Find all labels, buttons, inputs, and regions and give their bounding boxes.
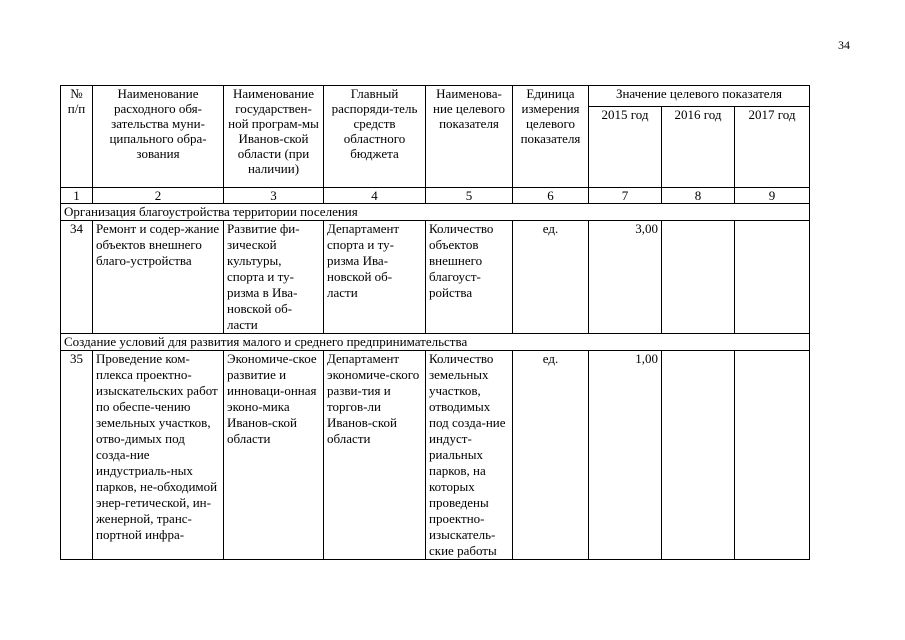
unit-cell: ед. (513, 351, 589, 560)
section-title: Создание условий для развития малого и среднего предпринимательства (61, 334, 810, 351)
obligation-cell: Ремонт и содер-жание объектов внешнего благо-устройства (93, 221, 224, 334)
column-number: 6 (513, 188, 589, 204)
column-number-row (61, 188, 810, 204)
section-row (61, 204, 810, 221)
header-manager: Главный распоряди-тель средств областного бюджета (324, 86, 426, 188)
column-number: 5 (426, 188, 513, 204)
manager-cell: Департамент спорта и ту-ризма Ива-новской об-ласти (324, 221, 426, 334)
value-2017-cell (735, 221, 810, 334)
indicator-cell: Количество земельных участков, отводимых под созда-ние индуст-риальных парков, на которых проведены проектно-изыскатель-ские работы (426, 351, 513, 560)
target-indicators-table (60, 85, 810, 560)
value-2017-cell (735, 351, 810, 560)
row-number: 35 (61, 351, 93, 560)
page-number: 34 (838, 38, 850, 52)
table-row (61, 221, 810, 334)
header-year-2017: 2017 год (735, 107, 810, 188)
header-year-2015: 2015 год (589, 107, 662, 188)
column-number: 3 (224, 188, 324, 204)
unit-cell: ед. (513, 221, 589, 334)
indicator-cell: Количество объектов внешнего благоуст-ройства (426, 221, 513, 334)
header-num: № п/п (61, 86, 93, 188)
value-2016-cell (662, 351, 735, 560)
manager-cell: Департамент экономиче-ского разви-тия и торгов-ли Иванов-ской области (324, 351, 426, 560)
header-value-group: Значение целевого показателя (589, 86, 810, 107)
column-number: 1 (61, 188, 93, 204)
header-year-2016: 2016 год (662, 107, 735, 188)
column-number: 8 (662, 188, 735, 204)
column-number: 7 (589, 188, 662, 204)
header-obligation: Наименование расходного обя-зательства муни-ципального обра-зования (93, 86, 224, 188)
section-row (61, 334, 810, 351)
table-row (61, 351, 810, 560)
header-program: Наименование государствен-ной програм-мы Иванов-ской области (при наличии) (224, 86, 324, 188)
row-number: 34 (61, 221, 93, 334)
header-indicator: Наименова-ние целевого показателя (426, 86, 513, 188)
header-row-top (61, 86, 810, 107)
header-unit: Единица измерения целевого показателя (513, 86, 589, 188)
obligation-cell: Проведение ком-плекса проектно-изыскательских работ по обеспе-чению земельных участков, отво-димых под созда-ние индустриаль-ных парков, не-обходимой энер-гетической, ин-женерной, транс-портной инфра- (93, 351, 224, 560)
column-number: 9 (735, 188, 810, 204)
value-2015-cell: 1,00 (589, 351, 662, 560)
program-cell: Экономиче-ское развитие и инноваци-онная эконо-мика Иванов-ской области (224, 351, 324, 560)
column-number: 2 (93, 188, 224, 204)
value-2016-cell (662, 221, 735, 334)
value-2015-cell: 3,00 (589, 221, 662, 334)
column-number: 4 (324, 188, 426, 204)
program-cell: Развитие фи-зической культуры, спорта и ту-ризма в Ива-новской об-ласти (224, 221, 324, 334)
section-title: Организация благоустройства территории поселения (61, 204, 810, 221)
